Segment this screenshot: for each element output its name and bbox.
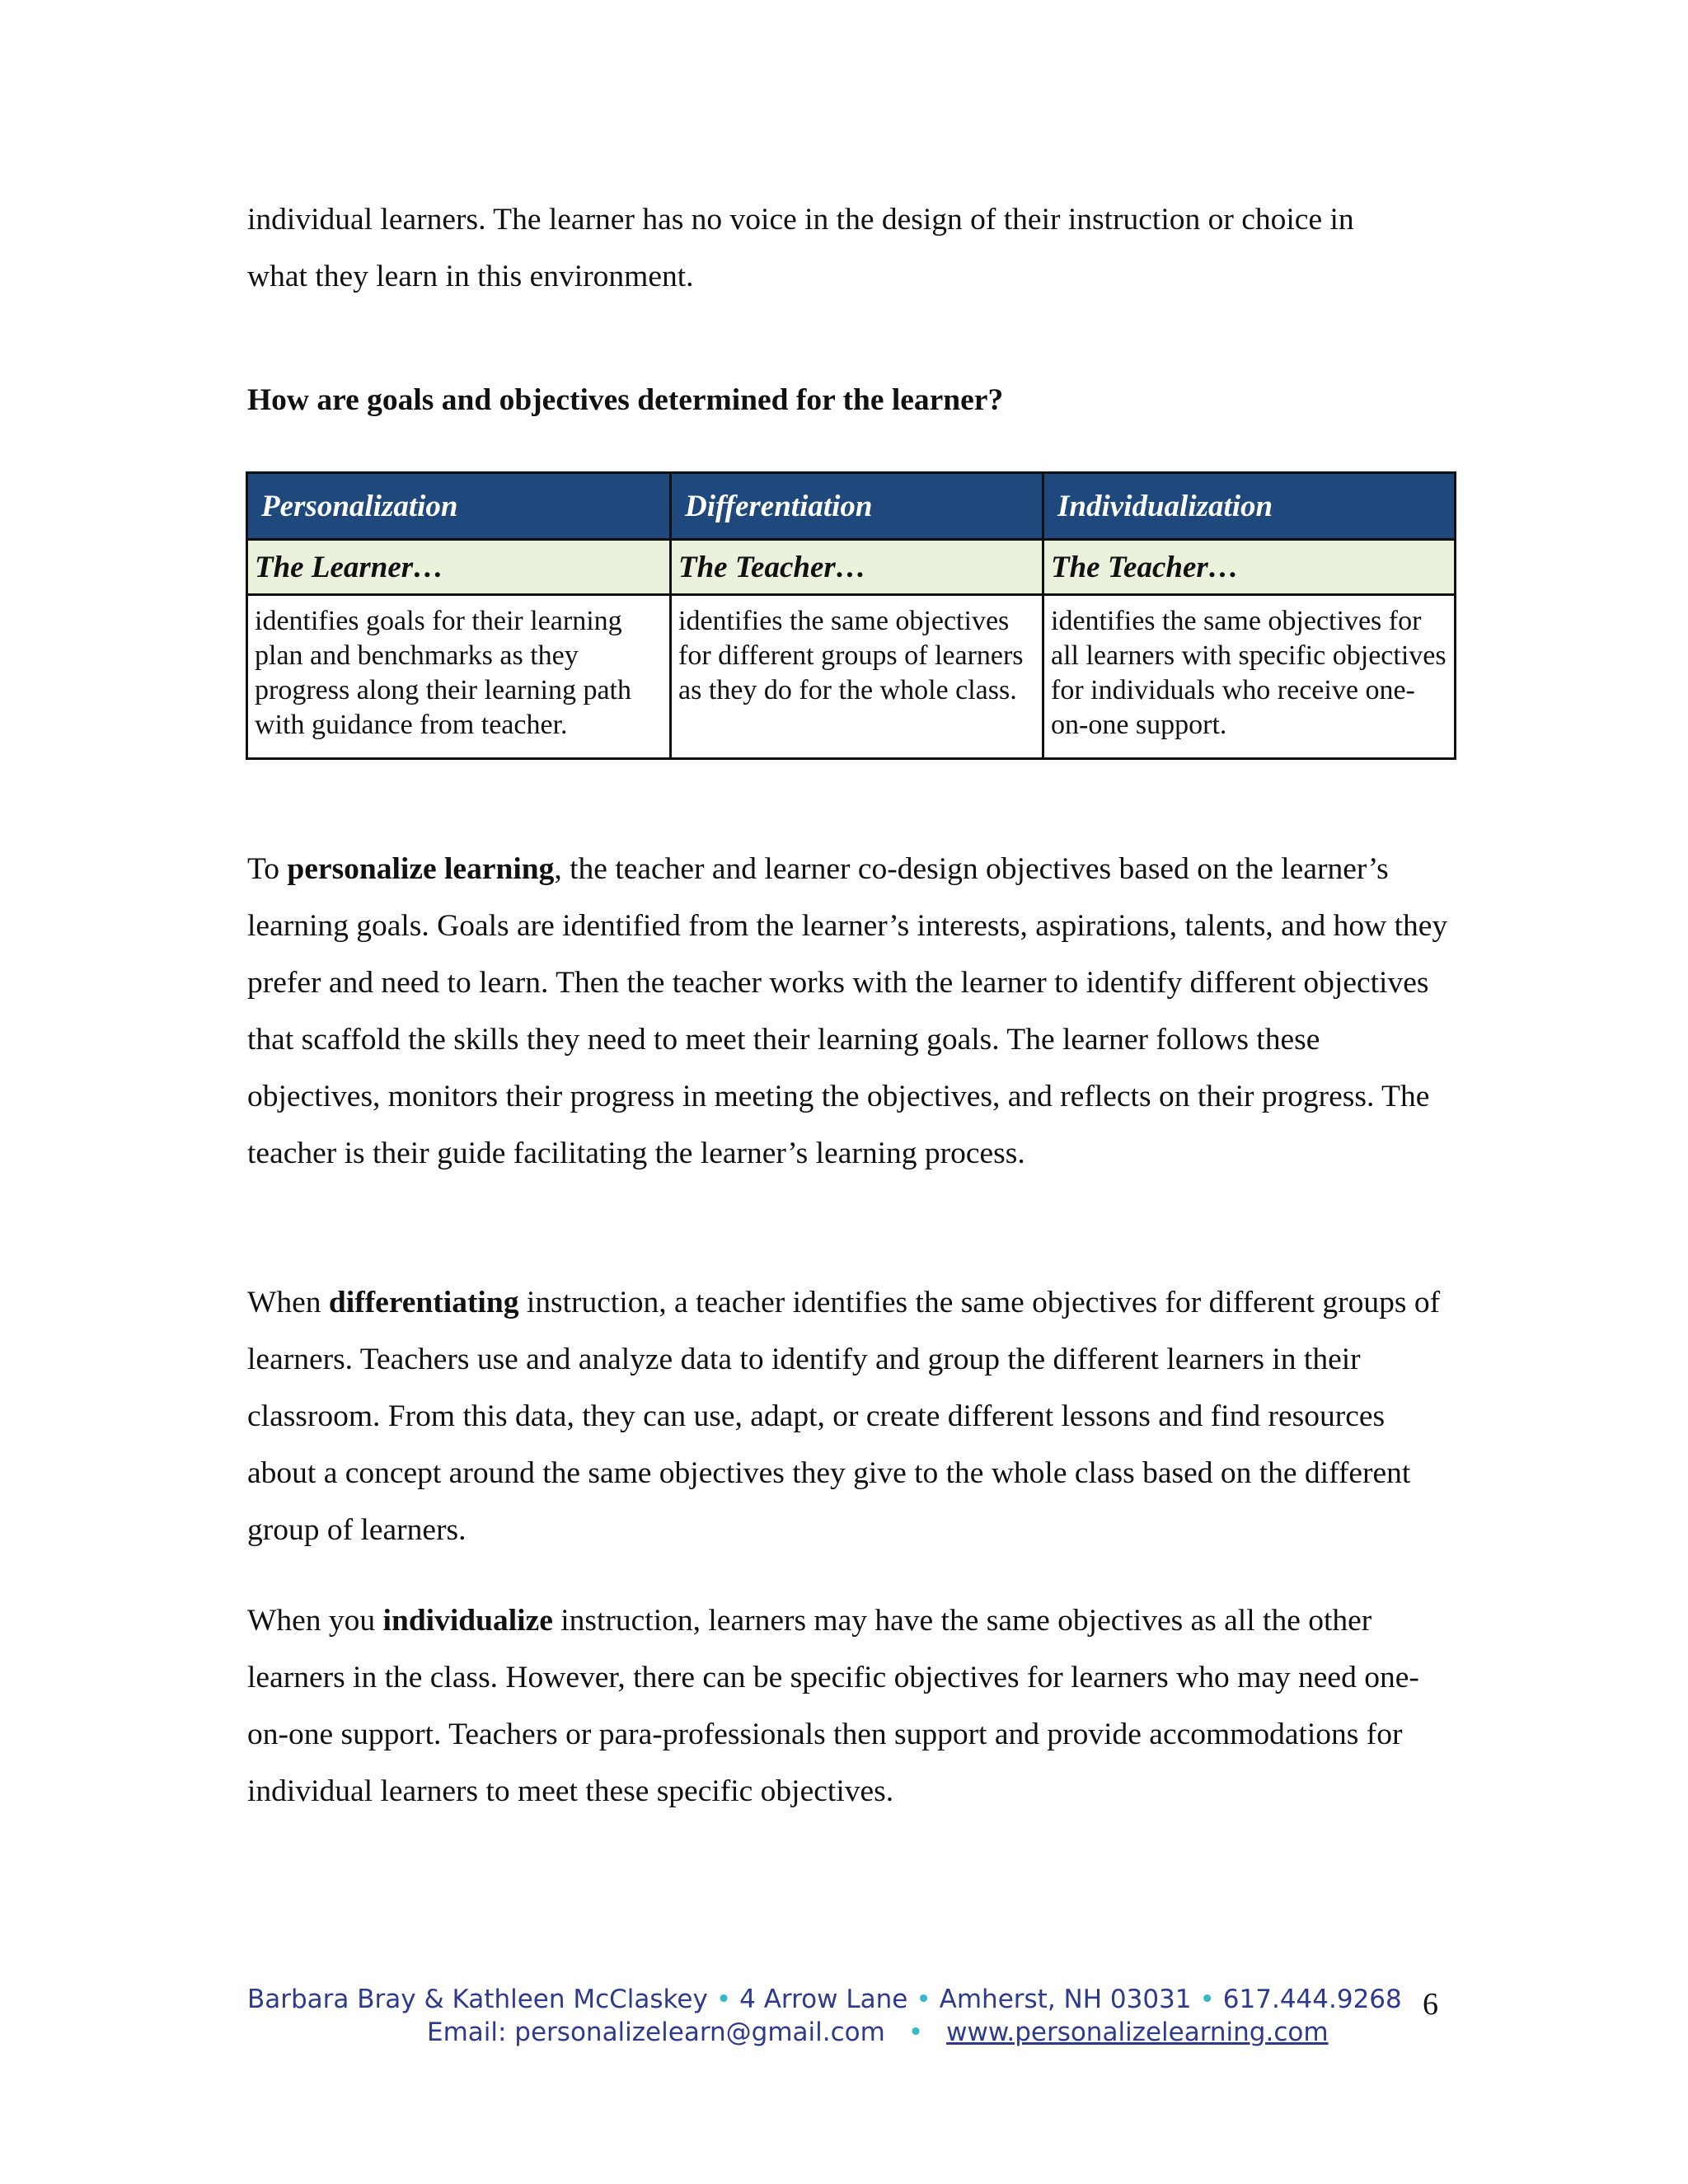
personalize-paragraph xyxy=(247,841,1451,1182)
cell-differentiation: identifies the same objectives for different groups of learners as they do for the whole class. xyxy=(671,595,1043,759)
individualize-paragraph xyxy=(247,1592,1451,1820)
table-subheader-row xyxy=(247,540,1456,595)
header-individualization: Individualization xyxy=(1043,473,1456,540)
bullet-separator-icon: • xyxy=(907,2018,924,2047)
differentiate-prefix: When xyxy=(247,1286,329,1319)
personalize-prefix: To xyxy=(247,852,288,886)
subheader-learner: The Learner… xyxy=(247,540,671,595)
footer-email[interactable]: Email: personalizelearn@gmail.com xyxy=(427,2018,885,2047)
intro-paragraph xyxy=(247,191,1451,305)
header-personalization: Personalization xyxy=(247,473,671,540)
footer-website-link[interactable]: www.personalizelearning.com xyxy=(946,2018,1329,2047)
differentiate-text: instruction, a teacher identifies the same objectives for different groups of learners. Teachers use and analyze data to identify and group the different learners in their classroom. From this data, they can use, adapt, or create different lessons and find resources about a concept around the same objectives they give to the whole class based on the different group of learners. xyxy=(247,1286,1441,1547)
bullet-separator-icon: • xyxy=(916,1985,931,2014)
intro-line-2: what they learn in this environment. xyxy=(247,260,694,293)
page-number: 6 xyxy=(1423,1987,1438,2022)
cell-personalization: identifies goals for their learning plan and benchmarks as they progress along their learning path with guidance from teacher. xyxy=(247,595,671,759)
personalize-text: , the teacher and learner co-design objectives based on the learner’s learning goals. Goals are identified from the learner’s interests, aspirations, talents, and how they prefer and need to learn. Then the teacher works with the learner to identify different objectives that scaffold the skills they need to meet their learning goals. The learner follows these objectives, monitors their progress in meeting the objectives, and reflects on their progress. The teacher is their guide facilitating the learner’s learning process. xyxy=(247,852,1448,1170)
footer-web-line xyxy=(427,2018,1329,2047)
subheader-teacher-individualization: The Teacher… xyxy=(1043,540,1456,595)
cell-individualization: identifies the same objectives for all learners with specific objectives for individuals who receive one-on-one support. xyxy=(1043,595,1456,759)
subheader-teacher-differentiation: The Teacher… xyxy=(671,540,1043,595)
table-header-row xyxy=(247,473,1456,540)
differentiate-paragraph xyxy=(247,1274,1451,1558)
individualize-term: individualize xyxy=(382,1604,553,1638)
individualize-prefix: When you xyxy=(247,1604,383,1638)
personalize-term: personalize learning xyxy=(287,852,555,886)
footer-address: 4 Arrow Lane xyxy=(739,1985,908,2014)
footer-contact-line xyxy=(247,1985,1402,2014)
footer-city: Amherst, NH 03031 xyxy=(939,1985,1192,2014)
individualize-text: instruction, learners may have the same objectives as all the other learners in the class. However, there can be specific objectives for learners who may need one-on-one support. Teachers or para-professionals then support and provide accommodations for individual learners to meet these specific objectives. xyxy=(247,1604,1419,1808)
intro-line-1: individual learners. The learner has no voice in the design of their instruction or choice in xyxy=(247,203,1354,237)
footer-authors: Barbara Bray & Kathleen McClaskey xyxy=(247,1985,708,2014)
table-row xyxy=(247,595,1456,759)
section-question: How are goals and objectives determined for the learner? xyxy=(247,383,1004,417)
header-differentiation: Differentiation xyxy=(671,473,1043,540)
footer-phone: 617.444.9268 xyxy=(1222,1985,1402,2014)
differentiate-term: differentiating xyxy=(328,1286,519,1319)
bullet-separator-icon: • xyxy=(1199,1985,1215,2014)
comparison-table xyxy=(246,471,1456,760)
bullet-separator-icon: • xyxy=(715,1985,732,2014)
